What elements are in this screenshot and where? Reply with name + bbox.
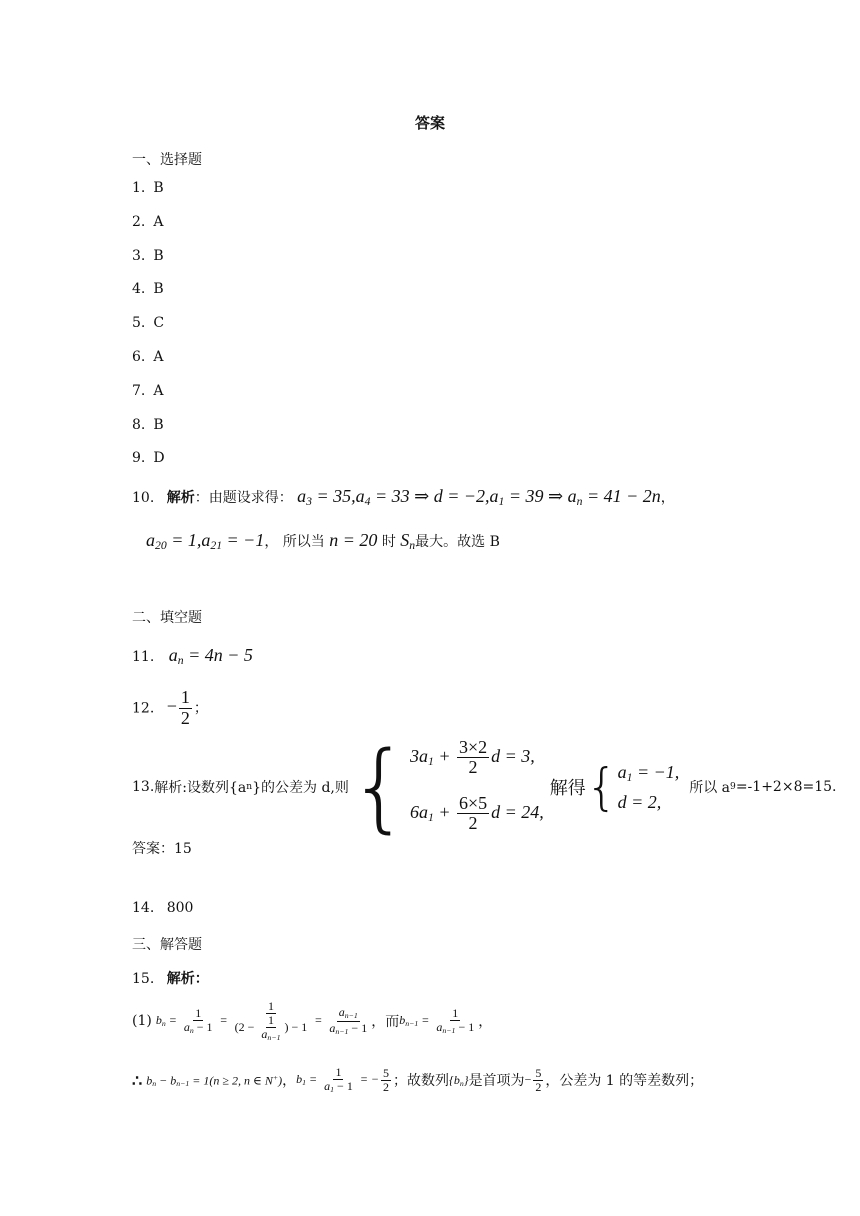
choice-answer: B — [153, 247, 164, 264]
choice-answer: D — [153, 450, 165, 467]
choice-number: 2. — [132, 213, 146, 230]
choice-answer: A — [153, 382, 164, 399]
q15-heading — [132, 968, 209, 988]
q12-number: 12. — [132, 700, 155, 717]
choice-number: 5. — [132, 315, 146, 332]
q14-value: 800 — [166, 900, 194, 916]
q10-line2 — [146, 530, 500, 552]
q14-line — [132, 900, 193, 916]
choice-answer-row — [132, 450, 165, 466]
q15-formula-5: $\{b_n\}$ — [449, 1072, 469, 1088]
q13-brace-1: { — [348, 730, 410, 843]
therefore-symbol: ∴ — [132, 1070, 143, 1090]
choice-answer: B — [153, 416, 164, 433]
choice-number: 7. — [132, 382, 146, 399]
q12-formula: − $\frac{1}{2}$ — [166, 687, 190, 728]
choice-answer-row — [132, 315, 164, 331]
choice-number: 6. — [132, 349, 146, 365]
q15-formula-2: $b_{n-1}$ = $\frac{1}{a_{n-1} - 1}$ — [399, 1006, 475, 1036]
choice-number: 4. — [132, 281, 146, 298]
q13-mid: 解得 — [549, 777, 586, 798]
q15-part2-a: ， — [282, 1073, 297, 1090]
q13-lead-end: }的公差为 d,则 — [252, 779, 349, 796]
q13-system-1: $3a_1$ + $\frac{3\times 2}{2}$ d = 3, $6a_1$ + $\frac{6\times 5}{2}$ d = 24, — [409, 736, 544, 834]
choice-number: 1. — [132, 180, 146, 196]
choice-answer-row — [132, 281, 164, 297]
q15-part2 — [132, 1066, 703, 1095]
q13-tail-sub: 9 — [730, 781, 736, 792]
choice-answer-row — [132, 383, 163, 399]
choice-answer-row — [132, 248, 164, 264]
page-title: 答案 — [414, 114, 445, 132]
q10-formula: $a_3 = 35,a_4 = 33$ ⇒ $d = -2,a_1 = 39$ ⇒ $a_n = 41 - 2n$ — [297, 486, 661, 508]
q13-answer-label: 答案： — [132, 841, 174, 857]
choice-answer: C — [153, 315, 165, 332]
q15-part2-d: ，公差为 1 的等差数列； — [545, 1073, 704, 1090]
q15-analysis-label: 解析： — [166, 971, 209, 987]
q15-formula-1: $b_n$ = $\frac{1}{a_n - 1}$ = 1 (2 − $\frac{1}{a_{n-1}}$ ) − 1 = $\frac{a_{n-1}}{a_{n-1} - 1}$ — [155, 999, 368, 1043]
section-solve-heading: 三、解答题 — [132, 937, 202, 953]
q13-brace-2: { — [585, 757, 618, 816]
choice-answer: B — [153, 180, 164, 196]
choice-answer: A — [153, 349, 164, 365]
q13-lead-sub: n — [246, 781, 253, 792]
q10-number: 10. — [132, 490, 155, 506]
q11-formula: $a_n = 4n - 5$ — [168, 645, 253, 667]
q10-text-b: 时 — [381, 534, 396, 550]
q13-answer — [132, 838, 192, 858]
q11-number: 11. — [132, 649, 155, 665]
q11-line — [132, 645, 253, 667]
q12-line: 12. − $\frac{1}{2}$ ； — [132, 687, 208, 728]
q15-formula-6: − $\frac{5}{2}$ — [524, 1065, 542, 1094]
q10-text-c: 最大。故选 B — [415, 534, 500, 550]
q15-part1-label: (1) — [132, 1013, 152, 1030]
choice-number: 3. — [132, 247, 146, 264]
q15-formula-3: $b_n - b_{n-1} = 1(n \ge 2$, n ∈ N+) — [146, 1072, 283, 1088]
q13-lead: 解析:设数列{a — [154, 779, 247, 796]
q13-line — [132, 731, 836, 843]
choice-answer-row — [132, 417, 164, 433]
q10-analysis-label: 解析 — [166, 490, 195, 506]
q13-answer-value: 15 — [174, 841, 192, 857]
q15-number: 15. — [132, 971, 155, 987]
q10-line1: 10. 解析：由题设求得： $a_3 = 35,a_4 = 33$ ⇒ $d = -2,a_1 = 39$ ⇒ $a_n = 41 - 2n$， — [132, 486, 675, 508]
q15-part1-mid: ，而 — [371, 1014, 400, 1031]
q13-system-2: $a_1 = -1$, d = 2, — [617, 761, 680, 812]
q10-lead-text: ：由题设求得： — [194, 490, 293, 506]
q14-number: 14. — [132, 900, 155, 916]
section-choice-heading: 一、选择题 — [132, 152, 202, 168]
q13-number: 13. — [132, 778, 155, 795]
choice-answer-row — [132, 180, 164, 196]
q15-part1: (1) $b_n$ = $\frac{1}{a_n - 1}$ = 1 (2 − $\frac{1}{a_{n-1}}$ ) − 1 = $\frac{a_{n-1}}{a_{n-1} - 1}$ ，而 $b_{n-1}$ = $\frac{1}{a_{n-1} - 1}$ ， — [132, 999, 493, 1043]
section-fill-heading: 二、填空题 — [132, 610, 202, 626]
q10-formula-4: $S_n$ — [400, 530, 416, 552]
q13-tail-end: =-1+2×8=15. — [735, 778, 837, 795]
q13-tail: 所以 a — [689, 779, 731, 796]
q10-formula-3: n = 20 — [329, 530, 378, 550]
q15-formula-4: $b_1$ = $\frac{1}{a_1 - 1}$ = − $\frac{5}{2}$ — [296, 1065, 390, 1095]
choice-answer: A — [153, 213, 164, 230]
q15-part2-c: 是首项为 — [468, 1073, 525, 1090]
choice-answer: B — [153, 281, 164, 298]
choice-number: 8. — [132, 416, 146, 433]
q10-formula-2: $a_{20} = 1,a_{21} = -1$ — [146, 530, 265, 552]
choice-number: 9. — [132, 450, 146, 467]
choice-answer-row — [132, 349, 163, 365]
choice-answer-row — [132, 214, 163, 230]
q15-part2-b: ；故数列 — [393, 1073, 450, 1090]
q10-text-a: ， 所以当 — [264, 534, 325, 550]
